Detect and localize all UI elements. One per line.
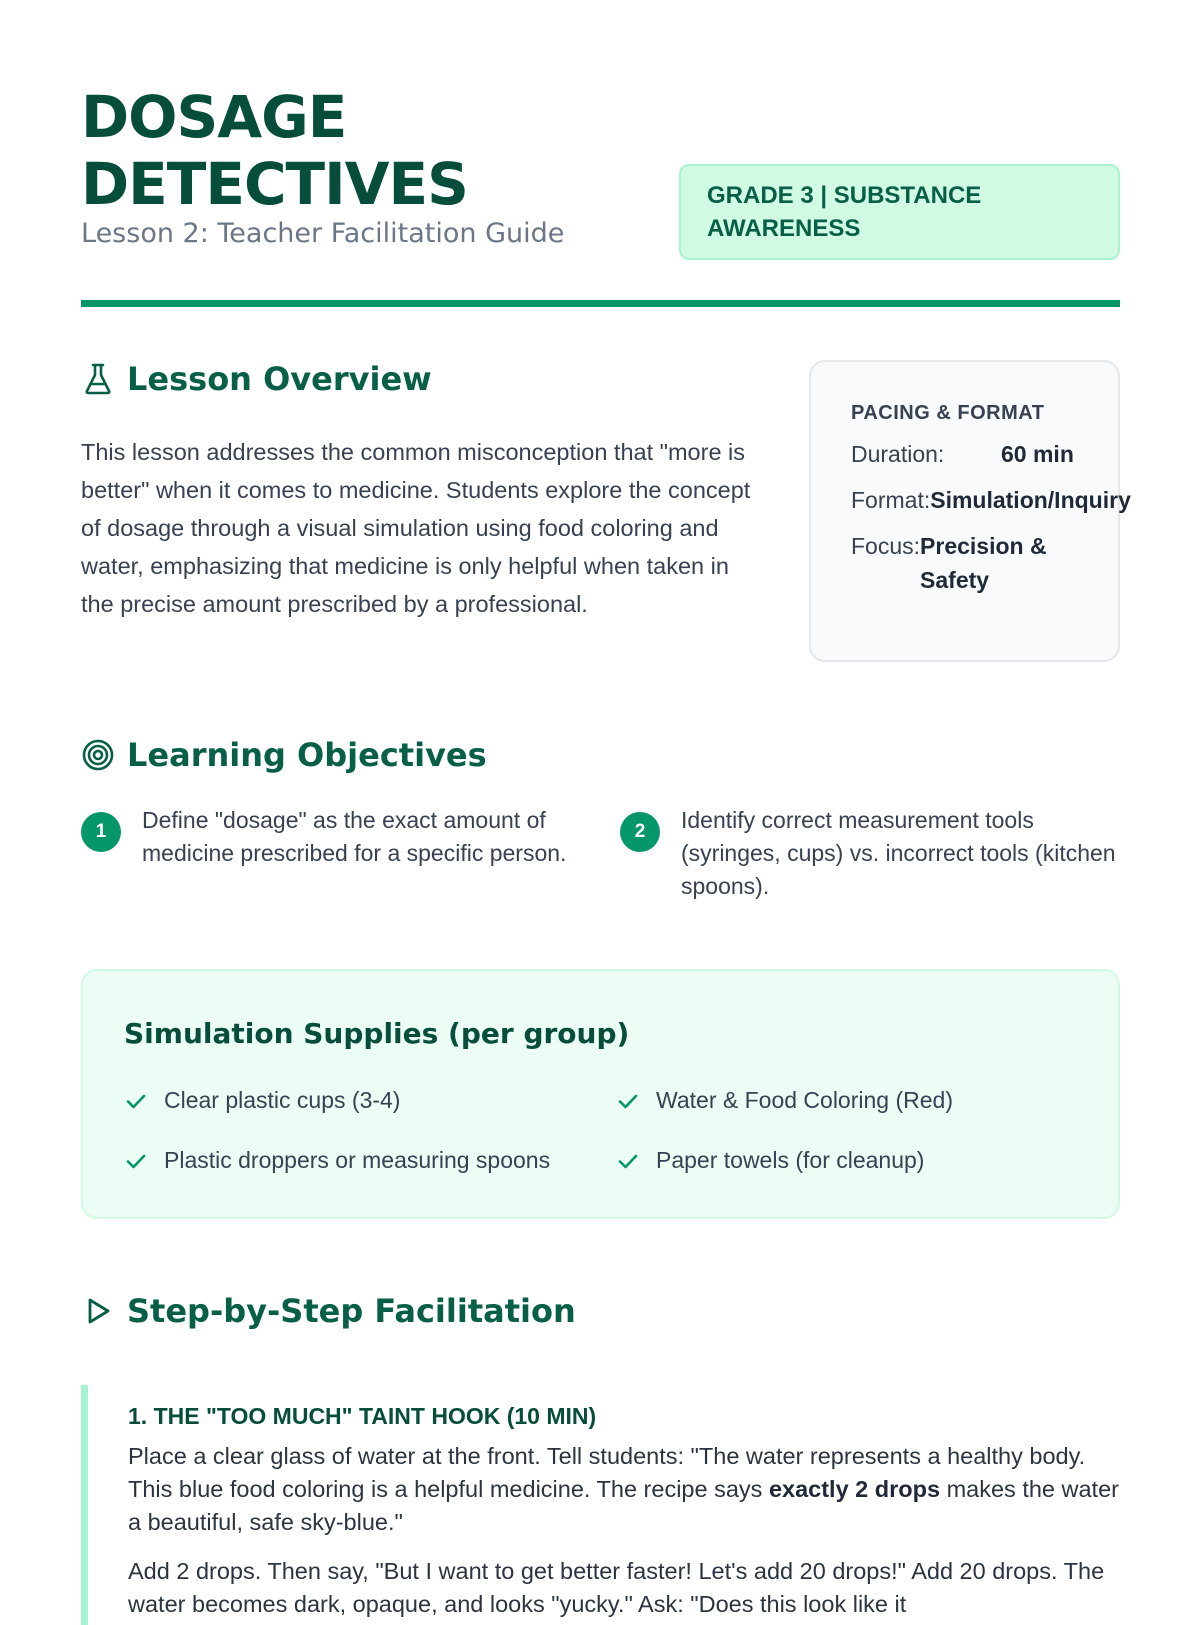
pacing-card	[809, 360, 1131, 662]
play-icon	[81, 1294, 115, 1328]
page-subtitle: Lesson 2: Teacher Facilitation Guide	[81, 218, 565, 249]
pacing-row-format	[851, 483, 1131, 517]
step-paragraph	[128, 1440, 1120, 1539]
objective-text: Identify correct measurement tools (syringes, cups) vs. incorrect tools (kitchen spoons).	[681, 807, 1116, 899]
page-title	[81, 84, 701, 218]
facilitation-heading	[81, 1292, 576, 1330]
target-icon	[81, 738, 115, 772]
supplies-card	[81, 969, 1120, 1219]
check-icon	[124, 1089, 148, 1113]
grade-badge: GRADE 3 | SUBSTANCE AWARENESS	[679, 164, 1120, 260]
overview-heading-label: Lesson Overview	[127, 360, 432, 398]
objective-item	[620, 804, 1120, 903]
objective-number: 2	[620, 812, 660, 852]
pacing-key: Duration:	[851, 441, 945, 467]
supply-label: Clear plastic cups (3-4)	[164, 1087, 401, 1113]
supply-label: Plastic droppers or measuring spoons	[164, 1147, 551, 1173]
supplies-title: Simulation Supplies (per group)	[124, 1017, 630, 1050]
check-icon	[616, 1149, 640, 1173]
step-paragraph: Add 2 drops. Then say, "But I want to get better faster! Let's add 20 drops!" Add 20 drops. The water becomes dark, opaque, and looks "yucky." Ask: "Does this look like it	[128, 1558, 1105, 1617]
pacing-row-duration	[851, 437, 1118, 471]
facilitation-heading-label: Step-by-Step Facilitation	[127, 1292, 576, 1330]
objective-item	[81, 804, 581, 870]
overview-heading	[81, 360, 432, 398]
objective-text: Define "dosage" as the exact amount of medicine prescribed for a specific person.	[142, 807, 567, 866]
supply-label: Paper towels (for cleanup)	[656, 1147, 925, 1173]
step-text: Place a clear glass of water at the front. Tell students: "The water represents a healthy body. This blue food coloring is a helpful medicine. The recipe says	[128, 1443, 1086, 1502]
pacing-key: Format:	[851, 487, 931, 513]
step-emphasis: exactly 2 drops	[768, 1476, 941, 1502]
objective-number: 1	[81, 812, 121, 852]
step-text: makes the water a beautiful, safe sky-blue."	[128, 1476, 1119, 1535]
check-icon	[616, 1089, 640, 1113]
supply-label: Water & Food Coloring (Red)	[656, 1087, 953, 1113]
pacing-value: Precision & Safety	[920, 533, 1047, 593]
pacing-value: Simulation/Inquiry	[930, 487, 1131, 513]
overview-text: This lesson addresses the common misconception that "more is better" when it comes to medicine. Students explore the concept of dosage through a visual simulation using food coloring and water, emphasizing that medicine is only helpful when taken in the precise amount prescribed by a professional.	[81, 439, 751, 617]
supply-item	[616, 1147, 924, 1174]
facilitation-step	[81, 1385, 1120, 1625]
supply-item	[124, 1087, 400, 1114]
title-line-2: DETECTIVES	[81, 150, 468, 218]
objectives-heading-label: Learning Objectives	[127, 736, 487, 774]
pacing-value: 60 min	[1001, 441, 1074, 467]
pacing-row-focus	[851, 529, 1118, 597]
check-icon	[124, 1149, 148, 1173]
pacing-title: PACING & FORMAT	[851, 402, 1045, 424]
objectives-heading	[81, 736, 487, 774]
supply-item	[616, 1087, 953, 1114]
supply-item	[124, 1147, 550, 1174]
pacing-key: Focus:	[851, 533, 921, 559]
title-line-1: DOSAGE	[81, 83, 347, 151]
header-divider	[81, 300, 1120, 307]
flask-icon	[81, 362, 115, 396]
step-title: 1. THE "TOO MUCH" TAINT HOOK (10 MIN)	[128, 1403, 597, 1429]
